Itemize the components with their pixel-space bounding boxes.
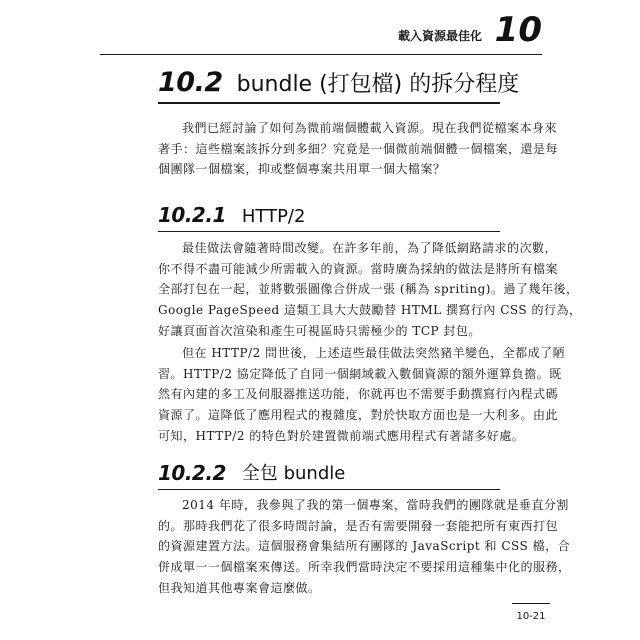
paragraph-line: 資源了。這降低了應用程式的複雜度，對於快取方面也是一大利多。由此 — [158, 408, 559, 423]
paragraph-line: 你不得不盡可能減少所需載入的資源。當時廣為採納的做法是將所有檔案 — [158, 261, 559, 276]
paragraph-line: 全部打包在一起，並將數張圖像合併成一張 (稱為 spriting)。過了幾年後， — [158, 282, 579, 297]
subsection-heading-bundle — [158, 458, 500, 490]
chapter-number: 10 — [494, 10, 542, 50]
http2-paragraph-1 — [158, 238, 582, 341]
subsection-title: 全包 bundle — [241, 463, 346, 484]
paragraph-line: 但我知道其他專案會這麼做。 — [158, 580, 321, 595]
page-footer — [512, 603, 550, 621]
subsection-number: 10.2.1 — [158, 203, 226, 227]
chapter-title: 載入資源最佳化 — [397, 29, 482, 43]
paragraph-line: Google PageSpeed 這類工具大大鼓勵替 HTML 撰寫行內 CSS 的行為， — [158, 303, 582, 318]
paragraph-line: 的資源建置方法。這個服務會集結所有團隊的 JavaScript 和 CSS 檔，合 — [158, 539, 571, 554]
intro-paragraph — [158, 118, 559, 180]
bundle-paragraph-1 — [158, 495, 571, 598]
page-number: 10-21 — [516, 611, 546, 622]
paragraph-line: 然有內建的多工及伺服器推送功能，你就再也不需要手動撰寫行內程式碼 — [158, 387, 559, 402]
paragraph-line: 2014 年時，我參與了我的第一個專案，當時我們的團隊就是垂直分割 — [182, 498, 569, 512]
subsection-title: HTTP/2 — [241, 206, 306, 227]
paragraph-line: 好讓頁面首次渲染和產生可視區時只需極少的 TCP 封包。 — [158, 323, 481, 338]
paragraph-line: 個團隊一個檔案，抑或整個專案共用單一個大檔案？ — [158, 162, 446, 177]
paragraph-line: 我們已經討論了如何為微前端個體載入資源。現在我們從檔案本身來 — [182, 121, 558, 135]
paragraph-line: 併成單一一個檔案來傳送。所幸我們當時決定不要採用這種集中化的服務， — [158, 560, 571, 575]
paragraph-line: 但在 HTTP/2 問世後，上述這些最佳做法突然豬羊變色，全都成了陋 — [182, 346, 566, 360]
http2-paragraph-2 — [158, 343, 566, 446]
section-heading — [158, 62, 520, 104]
paragraph-line: 可知，HTTP/2 的特色對於建置微前端式應用程式有著諸多好處。 — [158, 428, 525, 443]
paragraph-line: 習。HTTP/2 協定降低了自同一個網域載入數個資源的額外運算負擔。既 — [158, 366, 562, 381]
paragraph-line: 的。那時我們花了很多時間討論，是否有需要開發一套能把所有東西打包 — [158, 518, 559, 533]
section-title: bundle (打包檔) 的拆分程度 — [236, 72, 520, 97]
running-header — [100, 10, 542, 55]
paragraph-line: 最佳做法會隨著時間改變。在許多年前，為了降低網路請求的次數， — [182, 241, 558, 255]
section-number: 10.2 — [158, 67, 223, 98]
paragraph-line: 著手：這些檔案該拆分到多細？究竟是一個微前端個體一個檔案，還是每 — [158, 141, 559, 156]
subsection-number: 10.2.2 — [158, 461, 226, 485]
subsection-heading-http2 — [158, 200, 500, 232]
